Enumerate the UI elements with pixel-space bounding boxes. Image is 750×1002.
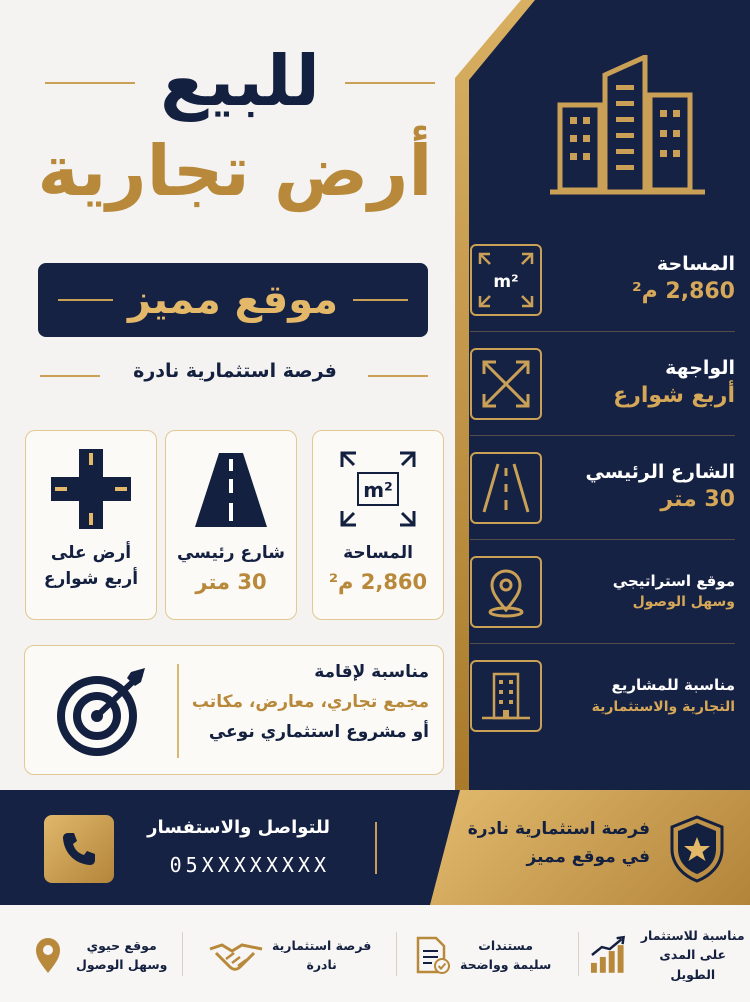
feature-value: 2,860 م² (631, 279, 735, 305)
building-icon (470, 660, 542, 732)
ribbon-text (450, 815, 650, 871)
divider-line (353, 299, 408, 301)
footer-line-1: موقع حيوي (86, 937, 157, 953)
area-m2-icon (336, 447, 420, 531)
card-label: أرض على (50, 543, 132, 563)
feature-value: التجارية والاستثمارية (591, 698, 735, 715)
footer-item-long-term (588, 920, 750, 990)
feature-value: وسهل الوصول (632, 594, 735, 611)
area-m2-icon (470, 244, 542, 316)
location-pin-icon (28, 935, 68, 975)
card-label: المساحة (343, 543, 413, 563)
feature-value: أربع شوارع (613, 383, 735, 409)
footer-line-2: وسهل الوصول (76, 957, 168, 972)
footer-item-location (28, 920, 167, 990)
divider-line (58, 299, 113, 301)
feature-area (470, 228, 735, 332)
footer-line-1: مناسبة للاستثمار (640, 927, 745, 943)
ribbon-line-2: في موقع مميز (526, 847, 650, 868)
office-towers-icon (550, 55, 705, 195)
svg-text:m²: m² (493, 271, 519, 292)
road-icon (189, 447, 273, 531)
card-value: أربع شوارع (43, 568, 139, 589)
prime-location-banner (38, 263, 428, 337)
card-area (312, 430, 444, 620)
footer-line-2: نادرة (306, 957, 337, 972)
rare-opportunity-text: فرصة استثمارية نادرة (133, 360, 337, 382)
feature-strategic (470, 540, 735, 644)
suitability-uses: مجمع تجاري، معارض، مكاتب (191, 691, 429, 712)
footer-line-1: مستندات (478, 937, 534, 953)
arrows-expand-icon (470, 348, 542, 420)
feature-frontage (470, 332, 735, 436)
footer-line-2: على المدى الطويل (659, 947, 727, 982)
for-sale-title: للبيع (160, 40, 320, 122)
card-four-streets (25, 430, 157, 620)
footer-item-documents (412, 920, 551, 990)
ribbon-line-1: فرصة استثمارية نادرة (467, 819, 650, 839)
footer-separator (396, 932, 397, 976)
footer-separator (182, 932, 183, 976)
phone-button[interactable] (44, 815, 114, 883)
contact-label: للتواصل والاستفسار (147, 817, 330, 838)
card-value: 2,860 م² (328, 569, 428, 594)
card-main-street (165, 430, 297, 620)
feature-main-street (470, 436, 735, 540)
footer-line-1: فرصة استثمارية (272, 937, 372, 953)
feature-value: 30 متر (660, 487, 735, 513)
footer-item-opportunity (208, 920, 371, 990)
growth-chart-icon (588, 935, 628, 975)
suitability-extra: أو مشروع استثماري نوعي (208, 721, 429, 742)
handshake-icon (208, 935, 264, 975)
feature-suitable (470, 644, 735, 748)
prime-location-text: موقع مميز (127, 277, 339, 323)
suitability-title: مناسبة لإقامة (314, 662, 429, 682)
feature-label: مناسبة للمشاريع (611, 676, 735, 695)
crossroads-icon (49, 447, 133, 531)
phone-icon (60, 830, 98, 868)
location-pin-icon (470, 556, 542, 628)
feature-label: الشارع الرئيسي (585, 460, 735, 483)
land-type-title: أرض تجارية (37, 130, 433, 212)
document-check-icon (412, 935, 452, 975)
card-value: 30 متر (195, 569, 267, 594)
feature-label: الواجهة (665, 356, 735, 379)
feature-label: موقع استراتيجي (612, 571, 735, 590)
shield-star-icon (668, 815, 726, 883)
footer-line-2: سليمة وواضحة (460, 957, 552, 972)
phone-number[interactable]: 05XXXXXXXX (169, 853, 330, 877)
contact-divider (375, 822, 377, 874)
suitability-card (24, 645, 444, 775)
feature-label: المساحة (656, 252, 735, 275)
card-label: شارع رئيسي (176, 543, 286, 563)
footer-separator (578, 932, 579, 976)
divider-line (368, 375, 428, 377)
svg-text:m²: m² (363, 478, 393, 502)
target-icon (55, 666, 155, 758)
road-icon (470, 452, 542, 524)
